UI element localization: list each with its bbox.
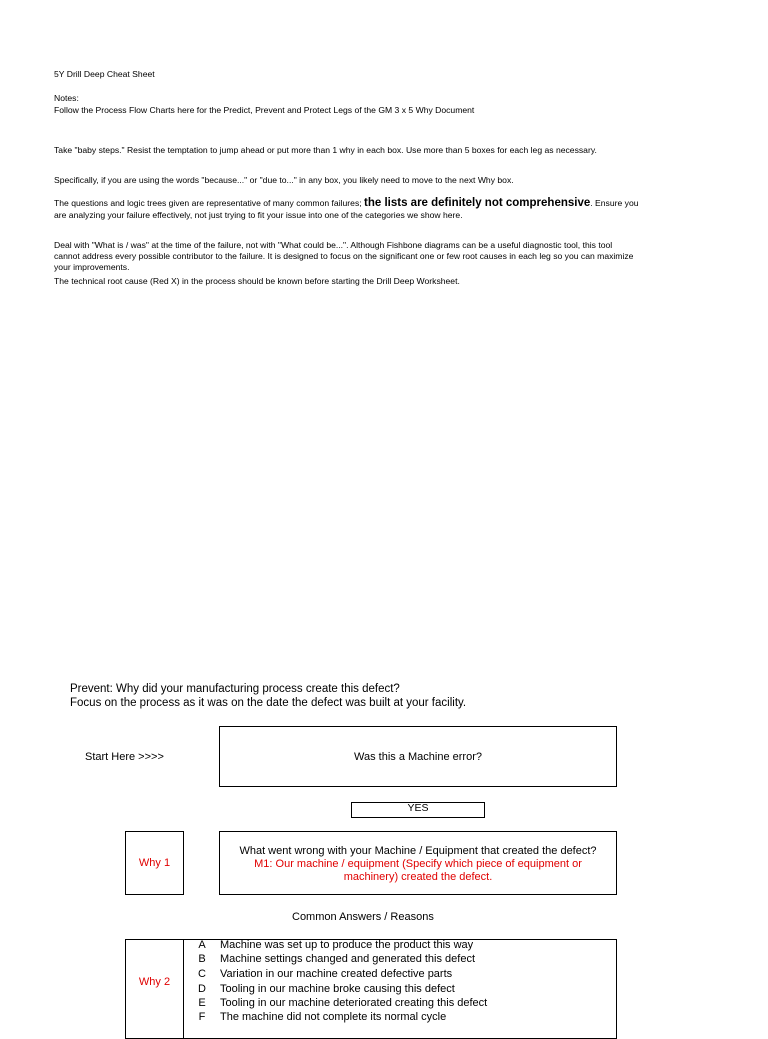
note-what-is-was: Deal with "What is / was" at the time of the failure, not with "What could be...". Although Fishbone diagrams can be a useful diagnostic tool, this tool cannot address every possible contributor to the failure. It is designed to focus on the significant one or few root causes in each leg so you can maximize your improvements. (54, 240, 634, 273)
answer-letter: A (198, 939, 206, 951)
note-lists-post: . Ensure you are analyzing your failure effectively, not just trying to fit your issue into one of the categories we show here. (54, 198, 639, 220)
answer-letter: E (198, 997, 206, 1009)
why2-answer-item (191, 996, 487, 1010)
why1-box (125, 831, 184, 895)
answer-text: Tooling in our machine deteriorated creating this defect (220, 997, 488, 1009)
cell-divider (616, 985, 617, 1024)
note-red-x: The technical root cause (Red X) in the process should be known before starting the Drill Deep Worksheet. (54, 276, 460, 286)
why1-answer: M1: Our machine / equipment (Specify which piece of equipment or machinery) created the defect. (254, 858, 582, 883)
answer-letter: B (198, 953, 206, 965)
why1-content-box (219, 831, 617, 895)
prevent-heading: Prevent: Why did your manufacturing process create this defect? (70, 683, 400, 695)
answer-letter: C (198, 968, 206, 980)
why2-answer-item (191, 967, 452, 981)
answer-text: Variation in our machine created defective parts (220, 968, 453, 980)
why2-answer-item (191, 938, 473, 952)
notes-label: Notes: (54, 93, 79, 103)
start-here-label: Start Here >>>> (85, 751, 164, 763)
note-lists-not-comprehensive (54, 197, 644, 221)
why2-label: Why 2 (138, 976, 171, 988)
sheet-title: 5Y Drill Deep Cheat Sheet (54, 69, 155, 79)
common-answers-label: Common Answers / Reasons (292, 911, 434, 923)
why2-answer-item (191, 952, 475, 966)
why1-question: What went wrong with your Machine / Equipment that created the defect? (239, 845, 597, 857)
answer-letter: F (198, 1011, 206, 1023)
note-lists-pre: The questions and logic trees given are representative of many common failures; (54, 198, 365, 208)
notes-line: Follow the Process Flow Charts here for the Predict, Prevent and Protect Legs of the GM 3 x 5 Why Document (54, 105, 475, 115)
why2-answer-item (191, 982, 455, 996)
note-baby-steps: Take "baby steps." Resist the temptation to jump ahead or put more than 1 why in each box. Use more than 5 boxes for each leg as necessary. (54, 145, 597, 155)
prevent-focus: Focus on the process as it was on the date the defect was built at your facility. (70, 697, 467, 709)
answer-text: Tooling in our machine broke causing this defect (220, 983, 455, 995)
note-lists-bold: the lists are definitely not comprehensive (364, 197, 591, 209)
answer-letter: D (198, 983, 206, 995)
answer-text: The machine did not complete its normal cycle (220, 1011, 447, 1023)
yes-label: YES (407, 802, 429, 814)
yes-box (351, 802, 485, 818)
machine-error-question: Was this a Machine error? (354, 750, 482, 763)
machine-error-question-box (219, 726, 617, 787)
answer-text: Machine settings changed and generated this defect (220, 953, 476, 965)
answer-text: Machine was set up to produce the product this way (220, 939, 474, 951)
why2-box (125, 939, 184, 1039)
note-because: Specifically, if you are using the words "because..." or "due to..." in any box, you likely need to move to the next Why box. (54, 175, 514, 185)
why2-answer-item (191, 1010, 446, 1024)
why1-label: Why 1 (138, 857, 171, 869)
